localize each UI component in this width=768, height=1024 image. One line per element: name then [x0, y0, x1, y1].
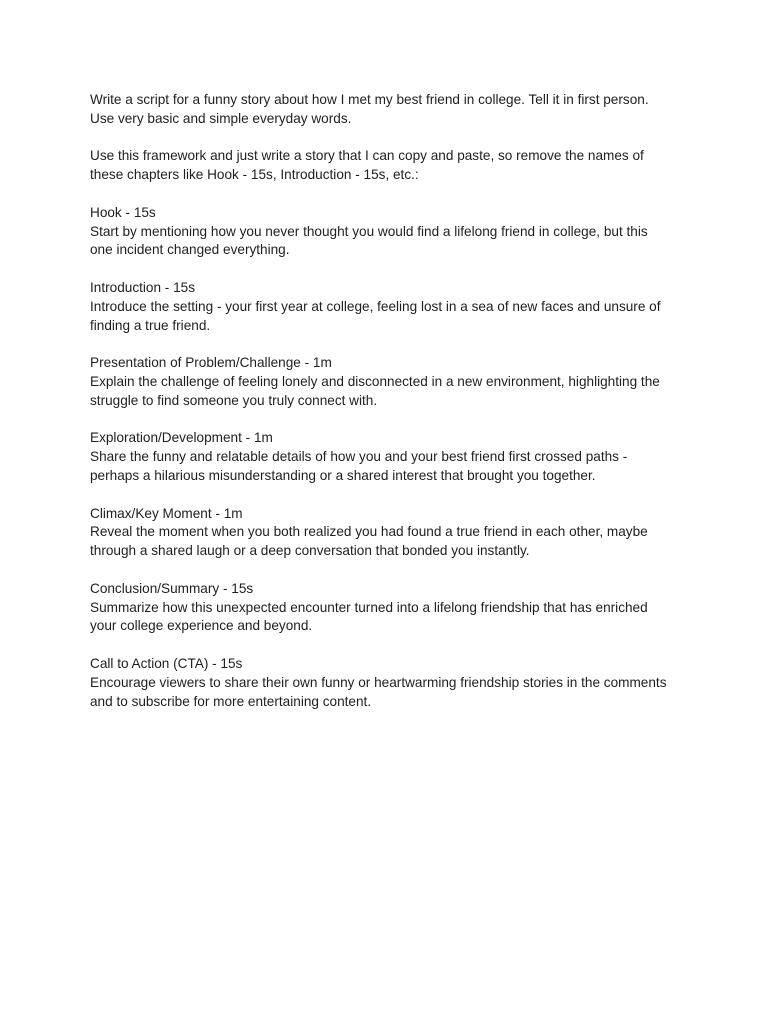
section-heading: Hook - 15s: [90, 204, 156, 220]
section-heading: Call to Action (CTA) - 15s: [90, 655, 243, 671]
section-exploration: [90, 429, 690, 485]
section-conclusion: [90, 580, 690, 636]
section-body: Introduce the setting - your first year at college, feeling lost in a sea of new faces and unsure of finding a true friend.: [90, 298, 661, 333]
document-page: [90, 91, 690, 730]
section-heading: Introduction - 15s: [90, 279, 196, 295]
section-climax: [90, 505, 690, 561]
instruction-paragraph: Use this framework and just write a story that I can copy and paste, so remove the names of these chapters like Hook - 15s, Introduction - 15s, etc.:: [90, 148, 644, 183]
section-heading: Climax/Key Moment - 1m: [90, 505, 243, 521]
section-body: Reveal the moment when you both realized you had found a true friend in each other, maybe through a shared laugh or a deep conversation that bonded you instantly.: [90, 524, 648, 559]
section-hook: [90, 204, 690, 260]
section-body: Explain the challenge of feeling lonely and disconnected in a new environment, highlighting the struggle to find someone you truly connect with.: [90, 373, 660, 408]
request-paragraph: Write a script for a funny story about how I met my best friend in college. Tell it in first person. Use very basic and simple everyday words.: [90, 92, 649, 126]
section-body: Share the funny and relatable details of how you and your best friend first crossed paths - perhaps a hilarious misunderstanding or a shared interest that brought you together.: [90, 449, 628, 483]
section-body: Encourage viewers to share their own funny or heartwarming friendship stories in the comments and to subscribe for more entertaining content.: [90, 674, 667, 709]
section-problem: [90, 354, 690, 410]
section-body: Summarize how this unexpected encounter turned into a lifelong friendship that has enriched your college experience and beyond.: [90, 599, 648, 634]
section-heading: Presentation of Problem/Challenge - 1m: [90, 355, 332, 371]
section-heading: Conclusion/Summary - 15s: [90, 580, 254, 596]
section-introduction: [90, 279, 690, 335]
section-body: Start by mentioning how you never thought you would find a lifelong friend in college, but this one incident changed everything.: [90, 223, 648, 258]
section-call-to-action: [90, 655, 690, 711]
section-heading: Exploration/Development - 1m: [90, 430, 273, 446]
